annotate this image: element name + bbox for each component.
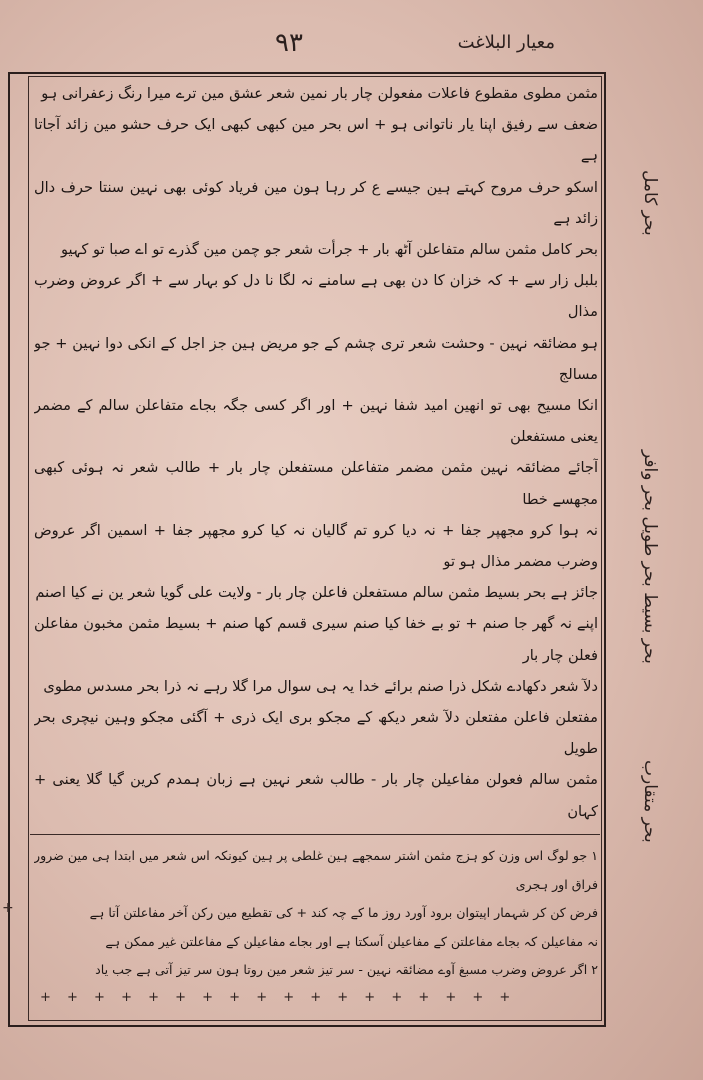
text-line: نہ ہوا کرو مجھپر جفا + نہ دیا کرو تم گالیان نہ کیا کرو مجھپر جفا + اسمین اگر عروض وضرب مضمر مذال ہو تو (34, 521, 598, 571)
main-body-text (34, 78, 598, 824)
text-line: بلبل زار سے + کہ خزان کا دن بھی ہے سامنے نہ لگا نا دل کو بہار سے + اگر عروض وضرب مذال (34, 272, 598, 321)
text-line: اپنے نہ گھر جا صنم + تو بے خفا کیا صنم سیری قسم کھا صنم + بسیط مثمن مخبون مفاعلن فعلن چار بار (34, 615, 598, 664)
text-line: دلآ شعر دکھادے شکل ذرا صنم برائے خدا یہ ہی سوال مرا گلا رہے نہ ذرا بحر مسدس مطوی (43, 677, 598, 695)
edge-mark: + (2, 900, 14, 916)
footnote-line: ١ جو لوگ اس وزن کو ہزج مثمن اشتر سمجھے ہین غلطی پر ہین کیونکہ اس شعر میں ابتدا ہی مین ضرور فراق اور ہجری (34, 848, 598, 892)
text-line: بحر کامل مثمن سالم متفاعلن آٹھ بار + جرأت شعر جو چمن مین گذرے تو اے صبا تو کہیو (60, 241, 598, 259)
page-header (0, 28, 703, 68)
text-line: مفتعلن فاعلن مفتعلن دلآ شعر دیکھ کے مجکو بری ایک ذری + آگئی مجکو وہین نیچری بحر طویل (34, 709, 598, 758)
page-number: ٩٣ (275, 28, 303, 58)
text-line: ضعف سے رفیق اپنا یار ناتوانی ہو + اس بحر مین کبھی کبھی ایک حرف حشو مین زائد آجاتا ہے (34, 116, 598, 165)
margin-notes (610, 150, 700, 850)
margin-note-basit-tawil-wafir: بحر بسیط بحر طویل بحر وافر (640, 450, 660, 664)
text-line: جائز ہے بحر بسیط مثمن سالم مستفعلن فاعلن چار بار - ولایت علی گویا شعر ین نے کیا اصنم (35, 584, 598, 602)
running-title: معیار البلاغت (457, 32, 555, 53)
footnote-line: فرض کن کر شہمار اپیتوان برود آورد روز ما کے چہ کند + کی تقطیع مین رکن آخر مفاعلتن آتا ہے (89, 905, 598, 920)
text-line: اسکو حرف مروح کہتے ہین جیسے ع کر رہا ہون مین فریاد کوئی بھی نہین سنتا حرف دال زائد ہے (34, 178, 598, 227)
text-line: مثمن مطوی مقطوع فاعلات مفعولن چار بار نمین شعر عشق مین ترے میرا رنگ زعفرانی ہو (41, 85, 598, 102)
text-line: مثمن سالم فعولن مفاعیلن چار بار - طالب شعر نہین ہے زبان ہمدم کرین گیا گلا یعنی + کہان (34, 771, 598, 820)
ornament-plus-row: + + + + + + + + + + + + + + + + + + (40, 990, 517, 1005)
text-line: ہو مضائقہ نہین - وحشت شعر تری چشم کے جو مریض ہین جز اجل کے انکی دوا نہین + جو مسالج (34, 334, 598, 383)
margin-note-kamil: بحر کامل (640, 170, 660, 236)
footnotes (34, 842, 598, 990)
footnote-line: نہ مفاعیلن کہ بجاے مفاعلتن کے مفاعیلن آسکتا ہے اور بجاے مفاعیلن کے مفاعلتن غیر ممکن ہے (105, 933, 598, 949)
text-line: انکا مسیح بھی تو انھین امید شفا نہین + اور اگر کسی جگہ بجاے متفاعلن سالم کے مضمر یعنی مستفعلن (34, 397, 598, 446)
footnote-separator (30, 834, 600, 835)
footnote-line: ٢ اگر عروض وضرب مسبغ آوے مضائقہ نہین - سر تیز شعر مین روتا ہون سر تیز آتی ہے جب یاد (95, 962, 598, 977)
margin-note-mutaqarib: بحر متقارب (640, 760, 660, 843)
text-line: آجائے مضائقہ نہین مثمن مضمر متفاعلن مستفعلن چار بار + طالب شعر نہ ہوئی کبھی مجھسے خطا (34, 459, 598, 508)
